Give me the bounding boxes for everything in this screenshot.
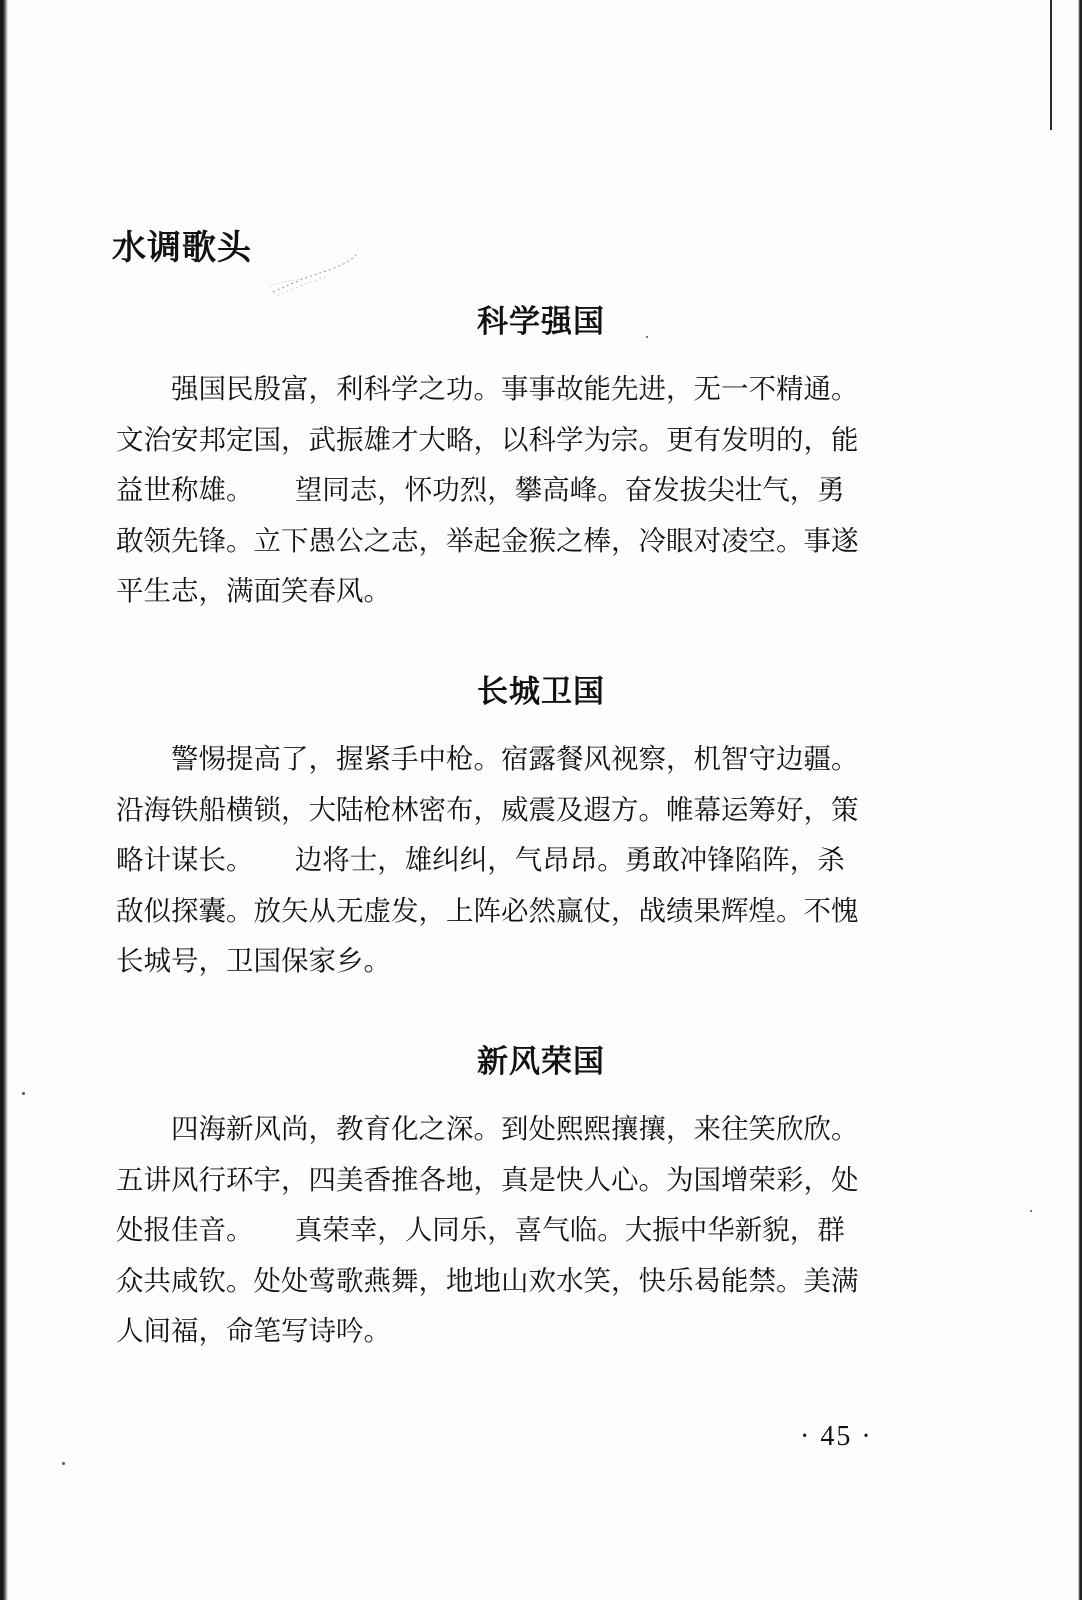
scan-speck <box>62 1462 65 1465</box>
text-line: 五讲风行环宇，四美香推各地，真是快人心。为国增荣彩，处 <box>116 1163 859 1196</box>
scan-speck <box>646 336 648 338</box>
text-line: 平生志，满面笑春风。 <box>116 575 391 607</box>
text-line: 敢领先锋。立下愚公之志，举起金猴之棒，冷眼对凌空。事遂 <box>116 524 859 557</box>
section-title: 科学强国 <box>477 304 605 340</box>
section-title: 长城卫国 <box>477 674 605 710</box>
text-line: 文治安邦定国，武振雄才大略，以科学为宗。更有发明的，能 <box>116 423 859 456</box>
page-right-edge-mark <box>1050 0 1052 130</box>
page-left-edge <box>0 0 8 1600</box>
text-line: 警惕提高了，握紧手中枪。宿露餐风视察，机智守边疆。 <box>116 743 859 775</box>
page-right-edge <box>1078 0 1082 1600</box>
text-line: 敌似探囊。放矢从无虚发，上阵必然赢仗，战绩果辉煌。不愧 <box>116 894 859 927</box>
text-line: 沿海铁船横锁，大陆枪林密布，威震及遐方。帷幕运筹好，策 <box>116 793 859 826</box>
section-title: 新风荣国 <box>477 1044 605 1080</box>
text-line: 益世称雄。 望同志，怀功烈，攀高峰。奋发拔尖壮气，勇 <box>116 474 845 506</box>
scan-speck <box>22 1092 25 1095</box>
section-body <box>116 364 946 617</box>
text-line: 长城号，卫国保家乡。 <box>116 945 391 977</box>
text-line: 四海新风尚，教育化之深。到处熙熙攘攘，来往笑欣欣。 <box>116 1113 859 1145</box>
text-line: 人间福，命笔写诗吟。 <box>116 1315 391 1347</box>
scan-speck <box>1030 1210 1032 1212</box>
text-line: 众共咸钦。处处莺歌燕舞，地地山欢水笑，快乐曷能禁。美满 <box>116 1264 859 1297</box>
section-body <box>116 1104 946 1357</box>
text-line: 略计谋长。 边将士，雄纠纠，气昂昂。勇敢冲锋陷阵，杀 <box>116 844 845 876</box>
text-line: 处报佳音。 真荣幸，人同乐，喜气临。大振中华新貌，群 <box>116 1214 845 1246</box>
text-line: 强国民殷富，利科学之功。事事故能先进，无一不精通。 <box>116 373 859 405</box>
ink-smudge <box>268 250 358 300</box>
section-body <box>116 734 946 987</box>
page-number: · 45 · <box>800 1421 873 1452</box>
poem-form-title: 水调歌头 <box>112 228 252 268</box>
